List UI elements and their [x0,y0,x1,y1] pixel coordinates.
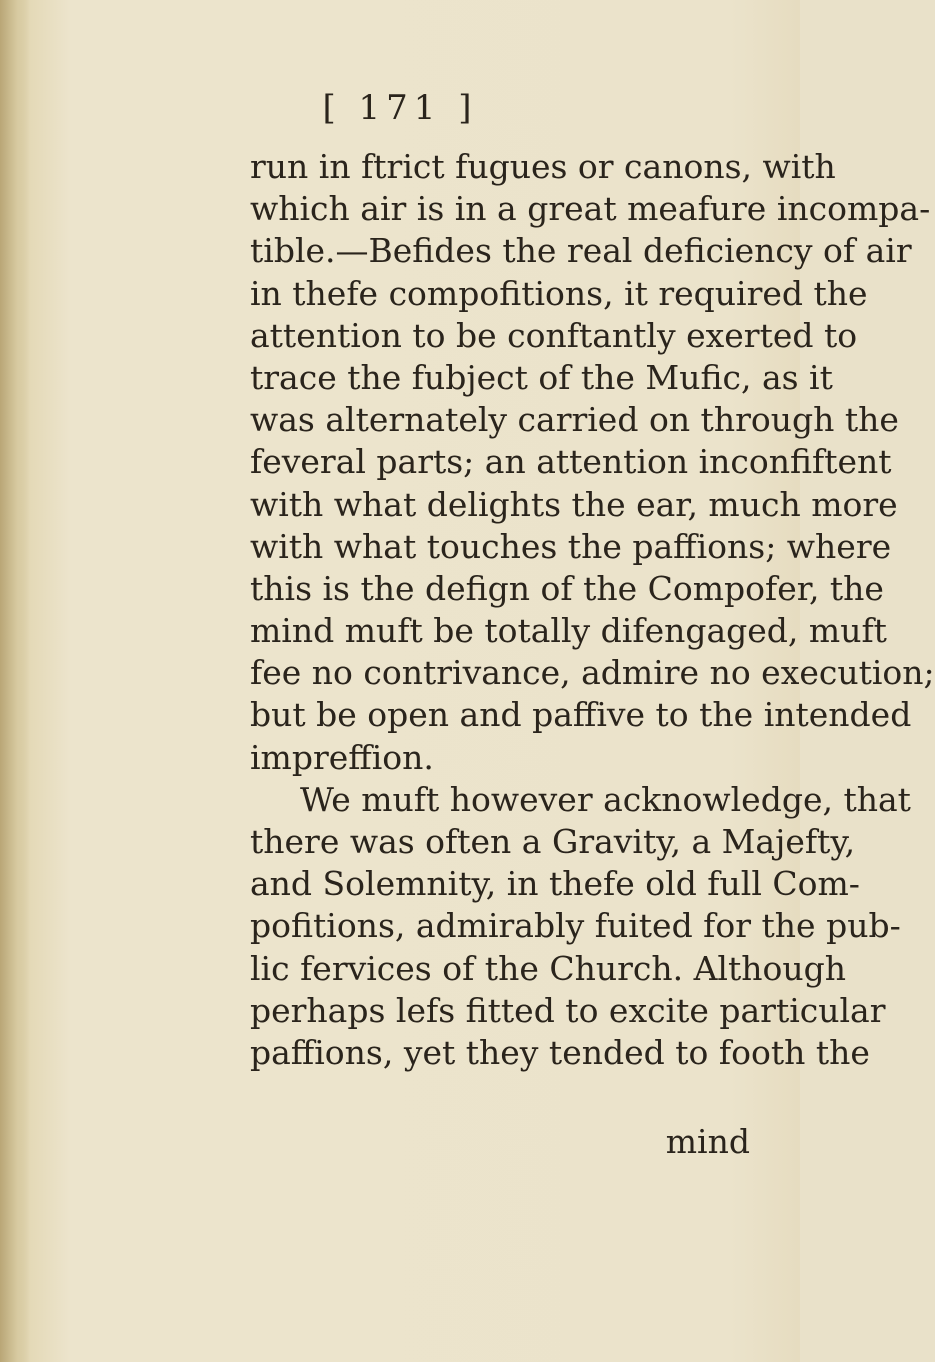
text-line: this is the defign of the Compofer, the [250,568,884,608]
spine-shadow [0,0,30,1362]
text-line: in thefe compofitions, it required the [250,273,868,313]
text-line: was alternately carried on through the [250,400,899,440]
text-line: with what touches the paffions; where [250,526,892,566]
page-number-header: [ 171 ] [322,88,478,128]
text-line: run in ftrict fugues or canons, with [250,147,836,186]
text-line: paffions, yet they tended to footh the [250,1032,870,1072]
text-line: impreffion. [250,737,434,777]
text-line: tible.—Befides the real deficiency of air [250,231,912,271]
text-line: lic fervices of the Church. Although [250,948,846,988]
text-line: perhaps lefs fitted to excite particular [250,990,886,1030]
catchword: mind [665,1122,750,1161]
text-line: trace the fubject of the Mufic, as it [250,357,833,397]
text-line: but be open and paffive to the intended [250,695,912,735]
text-line: and Solemnity, in thefe old full Com- [250,864,860,904]
text-line: We muft however acknowledge, that [300,779,911,819]
text-line: there was often a Gravity, a Majefty, [250,822,856,861]
text-line: feveral parts; an attention inconfiftent [250,442,892,482]
text-line: fee no contrivance, admire no execution; [250,653,935,693]
text-line: mind muft be totally difengaged, muft [250,611,887,651]
text-line: with what delights the ear, much more [250,484,898,524]
text-line: pofitions, admirably fuited for the pub- [250,906,901,946]
text-line: which air is in a great meafure incompa- [250,189,931,229]
text-line: attention to be conftantly exerted to [250,315,858,355]
body-text [250,146,935,1074]
